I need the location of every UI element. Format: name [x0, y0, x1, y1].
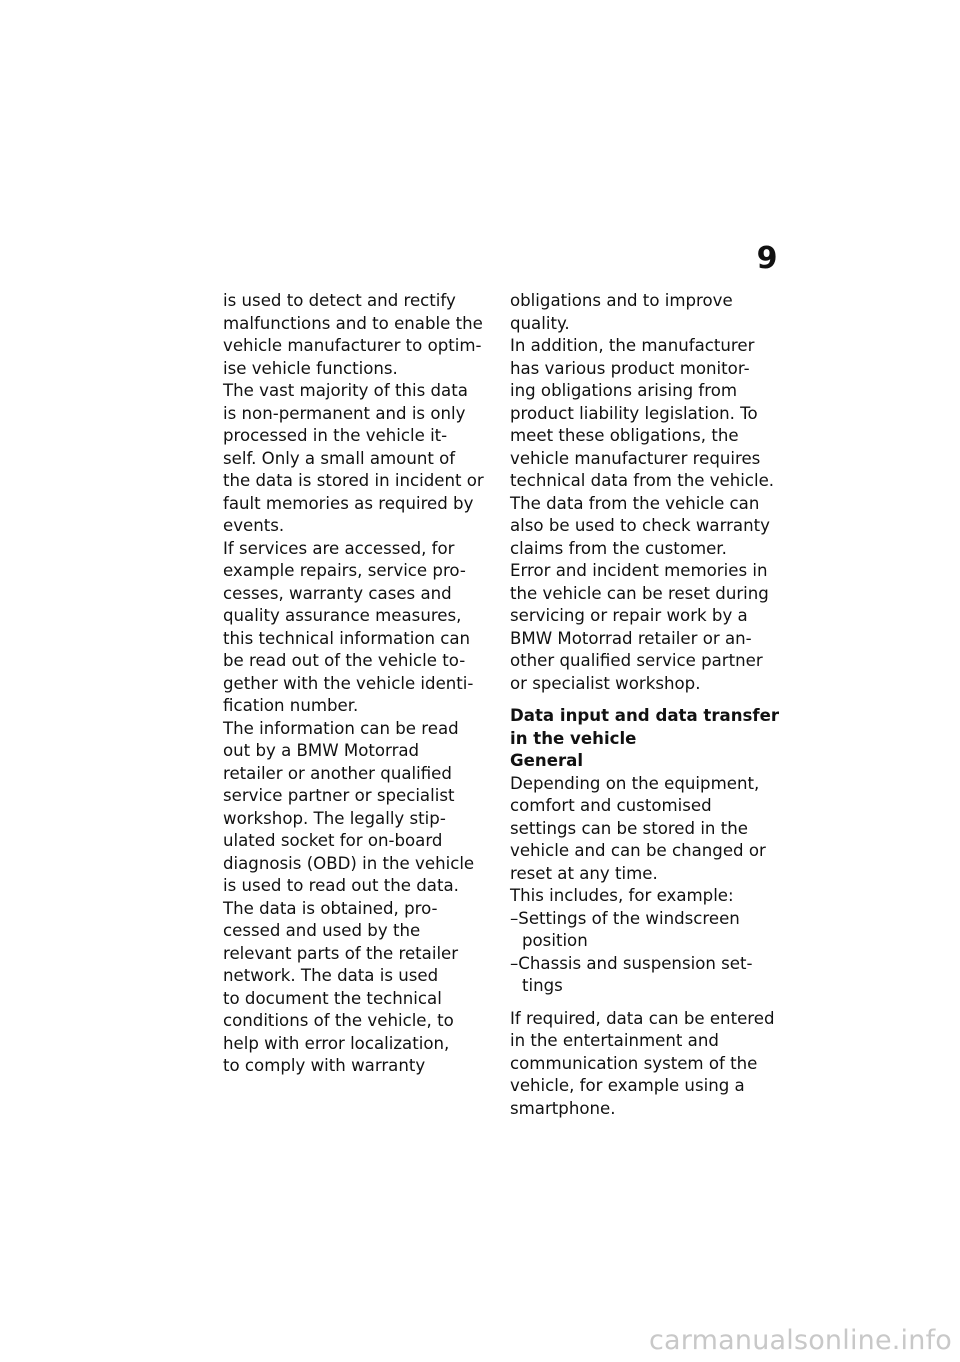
- list-item-text: –Settings of the windscreen: [510, 908, 740, 928]
- section-heading: [510, 705, 782, 750]
- body-line: self. Only a small amount of: [223, 448, 456, 468]
- body-line: technical data from the vehicle.: [510, 471, 775, 490]
- body-line: The vast majority of this data: [223, 381, 468, 400]
- body-line: communication system of the: [510, 1053, 758, 1073]
- body-line: BMW Motorrad retailer or an-: [510, 628, 752, 648]
- body-line: service partner or specialist: [223, 786, 455, 805]
- body-line: also be used to check warranty: [510, 516, 770, 535]
- body-line: fault memories as required by: [223, 493, 474, 513]
- body-line: cessed and used by the: [223, 921, 421, 940]
- body-line: The data is obtained, pro-: [223, 898, 438, 918]
- body-line: vehicle and can be changed or: [510, 841, 766, 860]
- body-line: ise vehicle functions.: [223, 358, 398, 378]
- body-line: The information can be read: [223, 718, 459, 738]
- body-line: the vehicle can be reset during: [510, 583, 769, 603]
- body-line: has various product monitor-: [510, 358, 750, 378]
- body-line: reset at any time.: [510, 863, 658, 883]
- body-line: quality assurance measures,: [223, 606, 462, 625]
- body-line: out by a BMW Motorrad: [223, 741, 420, 760]
- body-line: product liability legislation. To: [510, 403, 758, 423]
- section-gap: [510, 695, 782, 705]
- body-line: relevant parts of the retailer: [223, 943, 459, 963]
- body-line: settings can be stored in the: [510, 818, 748, 838]
- section-gap: [510, 998, 782, 1008]
- body-line: is used to read out the data.: [223, 876, 459, 895]
- body-line: claims from the customer.: [510, 538, 727, 558]
- body-line: quality.: [510, 313, 570, 333]
- body-line: cesses, warranty cases and: [223, 583, 452, 603]
- section-heading-line: Data input and data transfer: [510, 706, 780, 725]
- body-line: In addition, the manufacturer: [510, 336, 755, 355]
- body-line: retailer or another qualified: [223, 763, 452, 783]
- body-line: diagnosis (OBD) in the vehicle: [223, 853, 475, 873]
- body-line: this technical information can: [223, 628, 471, 648]
- body-line: obligations and to improve: [510, 291, 733, 310]
- body-line: ulated socket for on-board: [223, 831, 443, 850]
- body-line: workshop. The legally stip-: [223, 808, 446, 828]
- body-line: or specialist workshop.: [510, 673, 701, 693]
- body-line: meet these obligations, the: [510, 426, 739, 445]
- body-line: conditions of the vehicle, to: [223, 1011, 454, 1030]
- list-item: [510, 953, 782, 998]
- list-item: [510, 908, 782, 953]
- section-heading-line: in the vehicle: [510, 728, 637, 748]
- subheading: General: [510, 751, 584, 770]
- body-line: vehicle manufacturer requires: [510, 448, 761, 468]
- body-line: example repairs, service pro-: [223, 561, 466, 580]
- body-line: fication number.: [223, 696, 359, 715]
- list-item-continuation: tings: [522, 976, 563, 995]
- body-line: If services are accessed, for: [223, 538, 455, 558]
- body-line: servicing or repair work by a: [510, 606, 748, 625]
- body-line: The data from the vehicle can: [510, 493, 760, 513]
- body-line: smartphone.: [510, 1098, 616, 1118]
- body-line: to document the technical: [223, 988, 442, 1008]
- list-item-text: –Chassis and suspension set-: [510, 953, 753, 973]
- body-line: Depending on the equipment,: [510, 773, 760, 793]
- body-line: If required, data can be entered: [510, 1008, 775, 1028]
- body-line: other qualified service partner: [510, 651, 763, 670]
- body-line: This includes, for example:: [510, 886, 734, 905]
- body-line: network. The data is used: [223, 966, 439, 985]
- body-line: help with error localization,: [223, 1033, 450, 1053]
- right-column: [510, 290, 782, 1120]
- body-line: comfort and customised: [510, 796, 712, 815]
- body-line: malfunctions and to enable the: [223, 313, 483, 333]
- body-line: events.: [223, 516, 285, 535]
- body-line: processed in the vehicle it-: [223, 426, 448, 445]
- watermark: carmanualsonline.info: [649, 1325, 952, 1356]
- body-line: is used to detect and rectify: [223, 291, 456, 310]
- body-line: in the entertainment and: [510, 1031, 719, 1050]
- body-line: vehicle manufacturer to optim-: [223, 336, 482, 355]
- body-line: the data is stored in incident or: [223, 471, 484, 490]
- body-line: gether with the vehicle identi-: [223, 673, 474, 693]
- body-line: Error and incident memories in: [510, 561, 768, 580]
- body-line: to comply with warranty: [223, 1056, 426, 1075]
- page-number: 9: [756, 241, 778, 276]
- body-line: is non-permanent and is only: [223, 403, 466, 423]
- left-column: [223, 290, 495, 1078]
- body-line: be read out of the vehicle to-: [223, 651, 466, 670]
- list-item-continuation: position: [522, 931, 588, 950]
- body-line: vehicle, for example using a: [510, 1076, 745, 1095]
- body-line: ing obligations arising from: [510, 381, 738, 400]
